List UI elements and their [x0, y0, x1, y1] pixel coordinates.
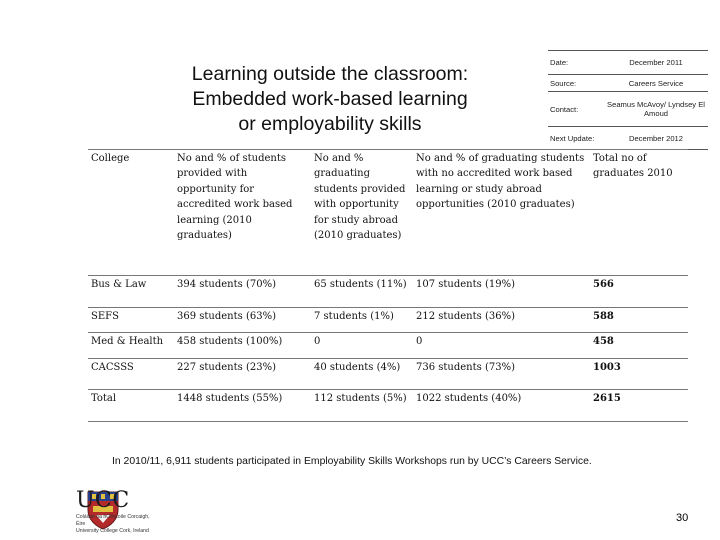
table-header-row	[88, 150, 688, 276]
cell-work: 227 students (23%)	[174, 359, 311, 390]
header-work-based: No and % of students provided with opportunity for accredited work based learning (2010 graduates)	[174, 150, 311, 276]
cell-none: 212 students (36%)	[413, 308, 590, 333]
cell-work: 369 students (63%)	[174, 308, 311, 333]
title-line-3: or employability skills	[238, 113, 422, 135]
header-total: Total no of graduates 2010	[590, 150, 688, 276]
cell-college: Med & Health	[88, 333, 174, 359]
header-study-abroad: No and % graduating students provided with opportunity for study abroad (2010 graduates)	[311, 150, 413, 276]
header-college: College	[88, 150, 174, 276]
cell-college: CACSSS	[88, 359, 174, 390]
cell-none: 736 students (73%)	[413, 359, 590, 390]
table-row	[88, 308, 688, 333]
cell-total: 566	[590, 276, 688, 308]
cell-total: 588	[590, 308, 688, 333]
header-no-opportunity: No and % of graduating students with no accredited work based learning or study abroad opportunities (2010 graduates)	[413, 150, 590, 276]
date-label: Date:	[548, 51, 604, 75]
cell-total: 458	[590, 333, 688, 359]
ucc-logo-subtitle: Coláiste na hOllscoile Corcaigh, Éire University College Cork, Ireland	[76, 514, 150, 534]
cell-work: 1448 students (55%)	[174, 390, 311, 422]
cell-college: Total	[88, 390, 174, 422]
cell-work: 458 students (100%)	[174, 333, 311, 359]
cell-total: 2615	[590, 390, 688, 422]
cell-abroad: 112 students (5%)	[311, 390, 413, 422]
cell-college: Bus & Law	[88, 276, 174, 308]
table-row	[88, 333, 688, 359]
cell-abroad: 0	[311, 333, 413, 359]
page-number: 30	[676, 512, 689, 524]
table-row	[88, 390, 688, 422]
table-row	[88, 359, 688, 390]
table-row	[88, 276, 688, 308]
page-title	[160, 62, 500, 137]
meta-table	[548, 50, 708, 150]
cell-abroad: 40 students (4%)	[311, 359, 413, 390]
contact-label: Contact:	[548, 92, 604, 127]
data-table	[88, 149, 688, 422]
cell-work: 394 students (70%)	[174, 276, 311, 308]
footnote: In 2010/11, 6,911 students participated in Employability Skills Workshops run by UCC’s Careers Service.	[112, 456, 592, 467]
source-label: Source:	[548, 75, 604, 92]
contact-value: Seamus McAvoy/ Lyndsey El Amoud	[604, 92, 708, 127]
date-value: December 2011	[604, 51, 708, 75]
cell-abroad: 7 students (1%)	[311, 308, 413, 333]
ucc-logo-text: UCC	[76, 488, 130, 513]
cell-abroad: 65 students (11%)	[311, 276, 413, 308]
cell-none: 1022 students (40%)	[413, 390, 590, 422]
cell-none: 0	[413, 333, 590, 359]
source-value: Careers Service	[604, 75, 708, 92]
cell-none: 107 students (19%)	[413, 276, 590, 308]
cell-college: SEFS	[88, 308, 174, 333]
title-line-1: Learning outside the classroom:	[191, 63, 469, 85]
cell-total: 1003	[590, 359, 688, 390]
next-update-value: December 2012	[604, 127, 708, 150]
title-line-2: Embedded work-based learning	[192, 88, 468, 110]
next-update-label: Next Update:	[548, 127, 604, 150]
